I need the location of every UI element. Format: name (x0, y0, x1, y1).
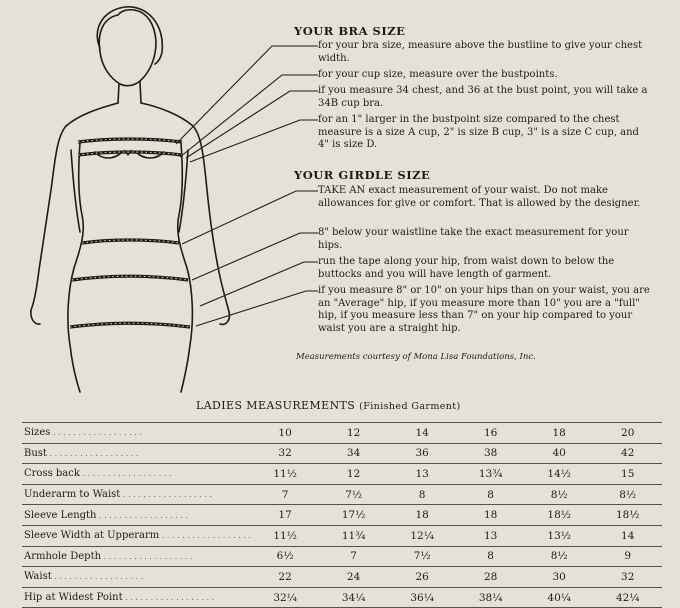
leader-girdle-4 (196, 291, 318, 326)
table-row (22, 505, 662, 526)
girdle-note: run the tape along your hip, from waist down to below the buttocks and you will have length of garment. (318, 256, 615, 280)
table-cell: 9 (593, 546, 662, 567)
bra-size-heading: YOUR BRA SIZE (294, 24, 406, 38)
table-row (22, 567, 662, 588)
table-cell: 13¾ (456, 464, 525, 485)
row-label: Cross back . . . (22, 464, 251, 485)
table-cell: 13½ (525, 525, 594, 546)
row-label: Armhole Depth . . . (22, 546, 251, 567)
bra-note: if you measure 34 chest, and 36 at the bust point, you will take a 34B cup bra. (318, 85, 648, 109)
table-cell: 12 (319, 423, 388, 444)
table-subtitle: (Finished Garment) (359, 401, 461, 412)
table-cell: 36 (388, 443, 457, 464)
table-cell: 14 (593, 525, 662, 546)
table-cell: 40¼ (525, 587, 594, 608)
table-cell: 18½ (525, 505, 594, 526)
table-cell: 32 (251, 443, 320, 464)
table-row (22, 484, 662, 505)
table-cell: 8 (456, 484, 525, 505)
table-cell: 42¼ (593, 587, 662, 608)
table-cell: 13 (456, 525, 525, 546)
table-cell: 7 (251, 484, 320, 505)
figure-body (68, 143, 83, 392)
girdle-note: TAKE AN exact measurement of your waist. Do not make allowances for give or comfort. That is allowed by the designer. (318, 185, 641, 209)
table-cell: 16 (456, 423, 525, 444)
table-cell: 30 (525, 567, 594, 588)
tape-hip (72, 276, 188, 280)
table-cell: 36¼ (388, 587, 457, 608)
table-cell: 17 (251, 505, 320, 526)
leader-girdle-1 (182, 191, 318, 244)
table-row (22, 546, 662, 567)
table-cell: 8½ (525, 484, 594, 505)
leader-bra-3 (186, 91, 318, 158)
table-cell: 12 (319, 464, 388, 485)
table-cell: 14½ (525, 464, 594, 485)
table-cell: 8½ (593, 484, 662, 505)
girdle-size-heading: YOUR GIRDLE SIZE (294, 168, 431, 182)
row-label: Bust . . . (22, 443, 251, 464)
table-cell: 8 (388, 484, 457, 505)
table-row (22, 423, 662, 444)
table-cell: 28 (456, 567, 525, 588)
measurements-table-body (22, 423, 662, 608)
courtesy-credit: Measurements courtesy of Mona Lisa Foundations, Inc. (296, 352, 536, 362)
table-cell: 12¼ (388, 525, 457, 546)
row-label: Waist . . . (22, 567, 251, 588)
table-cell: 32 (593, 567, 662, 588)
leader-bra-4 (190, 120, 318, 162)
bra-note: for your cup size, measure over the bustpoints. (318, 69, 558, 80)
bra-note: for an 1" larger in the bustpoint size compared to the chest measure is a size A cup, 2" is size B cup, 3" is a size C cup, and 4" is size D. (318, 114, 639, 150)
girdle-note: if you measure 8" or 10" on your hips than on your waist, you are an "Average" hip, if you measure more than 10" you are a "full" hip, if you measure less than 7" on your hip compared to your waist you are a straight hip. (318, 285, 650, 334)
table-cell: 11¾ (319, 525, 388, 546)
table-cell: 32¼ (251, 587, 320, 608)
table-cell: 38¼ (456, 587, 525, 608)
table-cell: 18 (456, 505, 525, 526)
tape-chest (78, 139, 182, 142)
table-cell: 20 (593, 423, 662, 444)
table-row (22, 525, 662, 546)
table-cell: 7 (319, 546, 388, 567)
table-cell: 24 (319, 567, 388, 588)
row-label: Hip at Widest Point . . . (22, 587, 251, 608)
table-cell: 34 (319, 443, 388, 464)
table-cell: 15 (593, 464, 662, 485)
table-cell: 11½ (251, 464, 320, 485)
table-cell: 14 (388, 423, 457, 444)
table-row (22, 587, 662, 608)
table-cell: 18 (388, 505, 457, 526)
table-cell: 18 (525, 423, 594, 444)
table-title-text: LADIES MEASUREMENTS (196, 399, 356, 412)
row-label: Sleeve Width at Upperarm . . . (22, 525, 251, 546)
table-cell: 38 (456, 443, 525, 464)
table-cell: 18½ (593, 505, 662, 526)
figure-hair (97, 7, 162, 64)
leader-bra-1 (176, 46, 318, 144)
table-row (22, 464, 662, 485)
row-label: Underarm to Waist . . . (22, 484, 251, 505)
row-label: Sleeve Length . . . (22, 505, 251, 526)
table-cell: 17½ (319, 505, 388, 526)
table-cell: 6½ (251, 546, 320, 567)
table-cell: 34¼ (319, 587, 388, 608)
table-cell: 10 (251, 423, 320, 444)
bra-note: for your bra size, measure above the bustline to give your chest width. (318, 40, 643, 64)
table-title (196, 399, 461, 412)
table-cell: 42 (593, 443, 662, 464)
leader-girdle-2 (192, 233, 318, 280)
table-cell: 22 (251, 567, 320, 588)
figure-head (99, 10, 156, 86)
table-cell: 40 (525, 443, 594, 464)
row-label: Sizes . . . (22, 423, 251, 444)
table-cell: 7½ (388, 546, 457, 567)
table-cell: 8 (456, 546, 525, 567)
measurements-table (22, 422, 662, 608)
table-cell: 26 (388, 567, 457, 588)
table-row (22, 443, 662, 464)
girdle-note: 8" below your waistline take the exact measurement for your hips. (318, 227, 629, 251)
table-cell: 8½ (525, 546, 594, 567)
table-cell: 11½ (251, 525, 320, 546)
table-cell: 7½ (319, 484, 388, 505)
table-cell: 13 (388, 464, 457, 485)
